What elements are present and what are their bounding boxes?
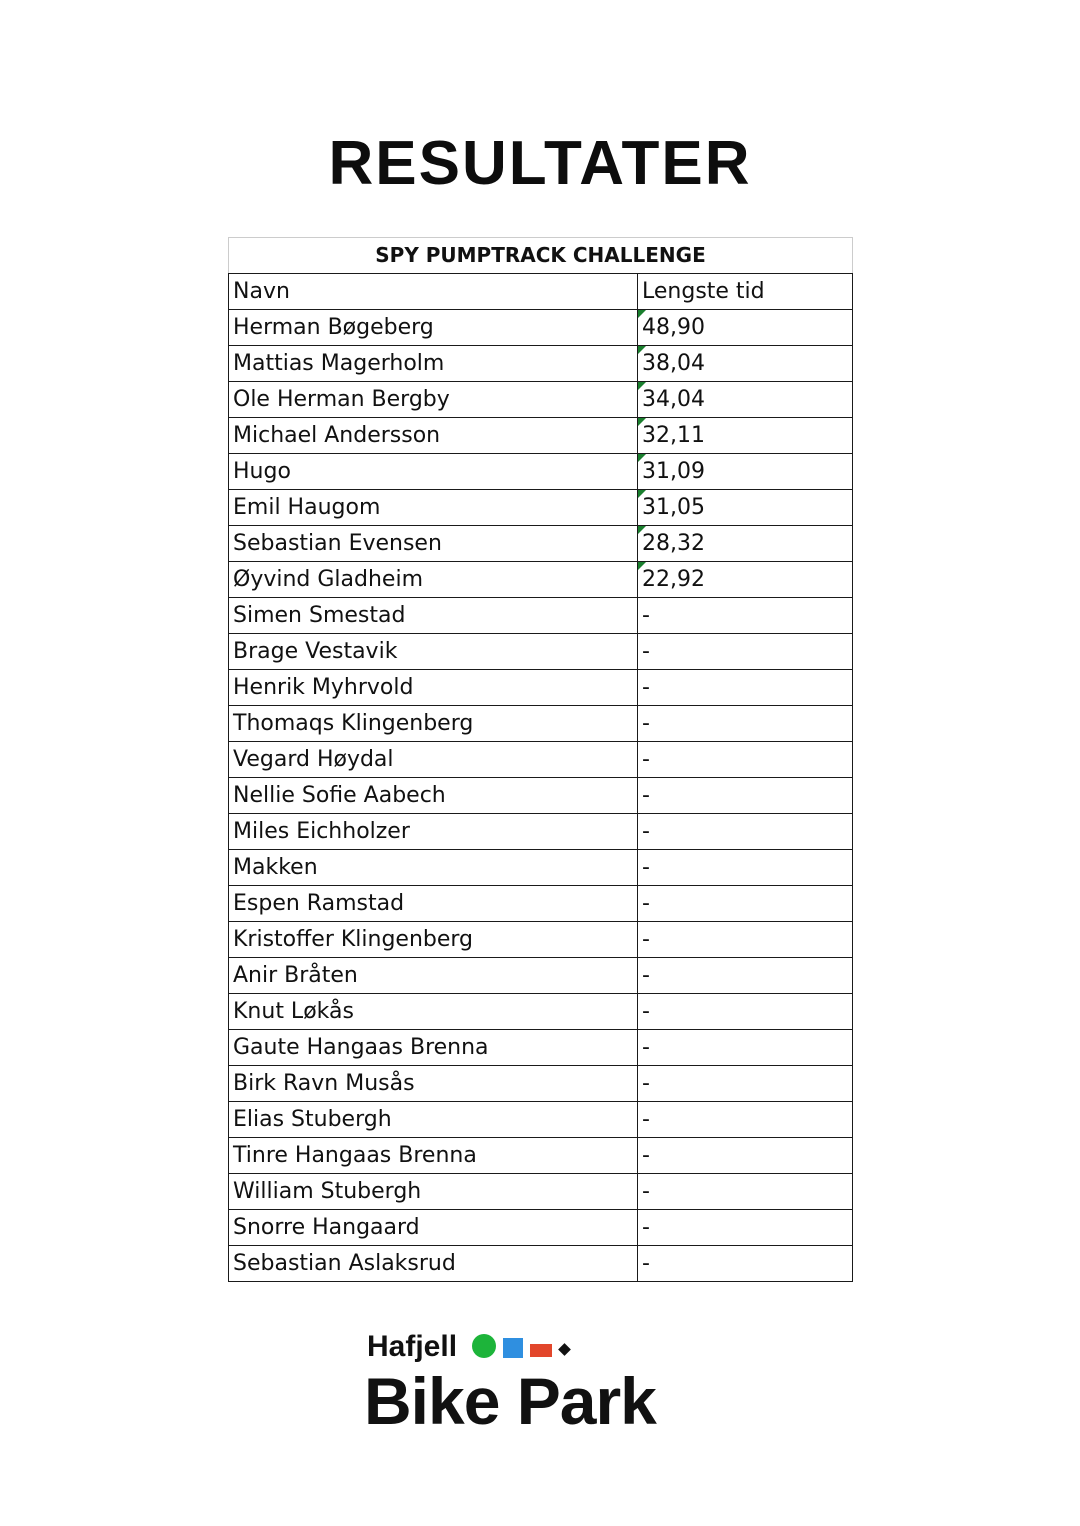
- table-row: [229, 814, 853, 850]
- cell-time: 28,32: [638, 526, 853, 562]
- cell-name: Emil Haugom: [229, 490, 638, 526]
- results-table: [228, 237, 853, 1282]
- table-row: [229, 598, 853, 634]
- table-row: [229, 958, 853, 994]
- table-row: [229, 1030, 853, 1066]
- table-row: [229, 706, 853, 742]
- cell-time: 32,11: [638, 418, 853, 454]
- table-row: [229, 490, 853, 526]
- cell-name: Elias Stubergh: [229, 1102, 638, 1138]
- cell-time: -: [638, 1210, 853, 1246]
- hafjell-bike-park-logo: [364, 1326, 704, 1436]
- table-row: [229, 562, 853, 598]
- table-row: [229, 994, 853, 1030]
- cell-time: 31,05: [638, 490, 853, 526]
- table-row: [229, 1246, 853, 1282]
- cell-time: -: [638, 1030, 853, 1066]
- cell-name: Henrik Myhrvold: [229, 670, 638, 706]
- cell-time: -: [638, 1138, 853, 1174]
- cell-name: Vegard Høydal: [229, 742, 638, 778]
- cell-name: Anir Bråten: [229, 958, 638, 994]
- table-row: [229, 1138, 853, 1174]
- cell-name: Brage Vestavik: [229, 634, 638, 670]
- cell-time: -: [638, 814, 853, 850]
- header-time: Lengste tid: [638, 274, 853, 310]
- cell-time: -: [638, 922, 853, 958]
- cell-time: -: [638, 778, 853, 814]
- cell-name: Sebastian Evensen: [229, 526, 638, 562]
- cell-name: Tinre Hangaas Brenna: [229, 1138, 638, 1174]
- table-row: [229, 1210, 853, 1246]
- cell-name: Birk Ravn Musås: [229, 1066, 638, 1102]
- cell-name: Herman Bøgeberg: [229, 310, 638, 346]
- cell-time: -: [638, 1066, 853, 1102]
- header-name: Navn: [229, 274, 638, 310]
- table-caption-row: [229, 238, 853, 274]
- cell-name: Simen Smestad: [229, 598, 638, 634]
- cell-name: Ole Herman Bergby: [229, 382, 638, 418]
- black-diamond-icon: [558, 1343, 571, 1356]
- table-row: [229, 742, 853, 778]
- green-circle-icon: [472, 1334, 496, 1358]
- cell-name: Kristoffer Klingenberg: [229, 922, 638, 958]
- cell-time: 31,09: [638, 454, 853, 490]
- cell-time: -: [638, 1174, 853, 1210]
- cell-name: Sebastian Aslaksrud: [229, 1246, 638, 1282]
- cell-time: -: [638, 742, 853, 778]
- page-title: RESULTATER: [328, 129, 752, 198]
- cell-name: Espen Ramstad: [229, 886, 638, 922]
- cell-name: Thomaqs Klingenberg: [229, 706, 638, 742]
- cell-time: -: [638, 670, 853, 706]
- table-row: [229, 850, 853, 886]
- cell-time: -: [638, 958, 853, 994]
- cell-name: William Stubergh: [229, 1174, 638, 1210]
- cell-time: -: [638, 706, 853, 742]
- table-row: [229, 1174, 853, 1210]
- cell-name: Miles Eichholzer: [229, 814, 638, 850]
- cell-name: Nellie Sofie Aabech: [229, 778, 638, 814]
- table-row: [229, 886, 853, 922]
- table-row: [229, 922, 853, 958]
- cell-time: -: [638, 1102, 853, 1138]
- cell-time: 22,92: [638, 562, 853, 598]
- cell-name: Øyvind Gladheim: [229, 562, 638, 598]
- cell-time: -: [638, 598, 853, 634]
- table-row: [229, 670, 853, 706]
- table-row: [229, 346, 853, 382]
- blue-square-icon: [503, 1338, 523, 1358]
- cell-time: -: [638, 994, 853, 1030]
- table-body: [229, 310, 853, 1282]
- table-row: [229, 634, 853, 670]
- cell-name: Knut Løkås: [229, 994, 638, 1030]
- cell-time: 48,90: [638, 310, 853, 346]
- cell-time: 34,04: [638, 382, 853, 418]
- cell-name: Mattias Magerholm: [229, 346, 638, 382]
- table-row: [229, 1066, 853, 1102]
- logo-small-text: Hafjell: [367, 1330, 458, 1363]
- table-row: [229, 454, 853, 490]
- cell-name: Hugo: [229, 454, 638, 490]
- cell-name: Michael Andersson: [229, 418, 638, 454]
- table-header-row: [229, 274, 853, 310]
- cell-time: -: [638, 1246, 853, 1282]
- cell-time: -: [638, 886, 853, 922]
- cell-time: 38,04: [638, 346, 853, 382]
- cell-name: Gaute Hangaas Brenna: [229, 1030, 638, 1066]
- table-caption: SPY PUMPTRACK CHALLENGE: [229, 238, 853, 274]
- table-row: [229, 382, 853, 418]
- cell-name: Makken: [229, 850, 638, 886]
- table-row: [229, 526, 853, 562]
- table-row: [229, 778, 853, 814]
- cell-time: -: [638, 850, 853, 886]
- logo-big-text: Bike Park: [364, 1364, 656, 1438]
- cell-time: -: [638, 634, 853, 670]
- table-row: [229, 310, 853, 346]
- table-row: [229, 1102, 853, 1138]
- table-row: [229, 418, 853, 454]
- red-rectangle-icon: [530, 1344, 552, 1357]
- cell-name: Snorre Hangaard: [229, 1210, 638, 1246]
